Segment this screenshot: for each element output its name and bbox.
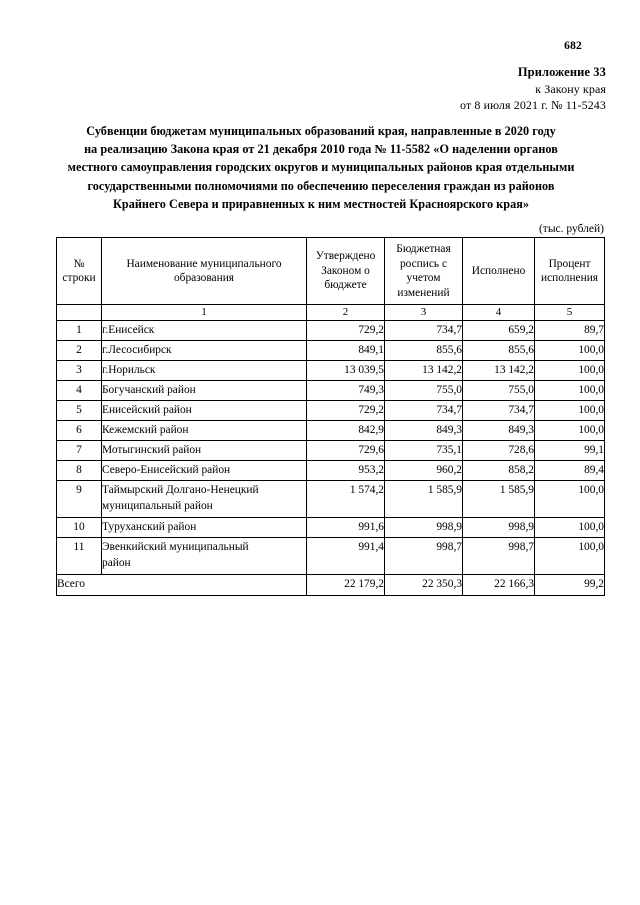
table-row — [57, 341, 605, 361]
table-row — [57, 361, 605, 381]
header-municipality-name — [102, 238, 307, 305]
column-number-4: 4 — [463, 305, 535, 321]
plan-value: 998,7 — [385, 538, 463, 575]
municipality-name: Енисейский район — [102, 401, 307, 421]
executed-value: 998,9 — [463, 518, 535, 538]
header-plan-line-4: изменений — [397, 286, 450, 299]
document-title-line-1: Субвенции бюджетам муниципальных образований края, направленные в 2020 году — [86, 124, 556, 138]
row-number: 5 — [57, 401, 102, 421]
approved-value: 13 039,5 — [307, 361, 385, 381]
plan-value: 734,7 — [385, 321, 463, 341]
total-plan-value: 22 350,3 — [385, 575, 463, 596]
column-number-0 — [57, 305, 102, 321]
document-title-line-4: государственными полномочиями по обеспечению переселения граждан из районов — [87, 178, 555, 193]
municipality-name: г.Норильск — [102, 361, 307, 381]
approved-value: 953,2 — [307, 461, 385, 481]
column-number-row — [57, 305, 605, 321]
approved-value: 849,1 — [307, 341, 385, 361]
table-row — [57, 321, 605, 341]
percent-value: 89,4 — [535, 461, 605, 481]
column-number-5: 5 — [535, 305, 605, 321]
municipality-name: Северо-Енисейский район — [102, 461, 307, 481]
table-row — [57, 538, 605, 575]
column-number-1: 1 — [102, 305, 307, 321]
header-budget-plan — [385, 238, 463, 305]
subventions-table-wrapper — [56, 237, 604, 596]
header-approved-line-1: Утверждено — [315, 250, 376, 263]
percent-value: 100,0 — [535, 401, 605, 421]
approved-value: 991,6 — [307, 518, 385, 538]
approved-value: 729,2 — [307, 321, 385, 341]
municipality-name-line-1: Эвенкийский муниципальный — [102, 541, 249, 553]
subventions-table — [56, 237, 605, 596]
executed-value: 998,7 — [463, 538, 535, 575]
executed-value: 858,2 — [463, 461, 535, 481]
header-approved-by-law — [307, 238, 385, 305]
table-row — [57, 441, 605, 461]
municipality-name: Богучанский район — [102, 381, 307, 401]
municipality-name-line-2: район — [102, 556, 131, 569]
header-municipality-name-line-2: образования — [173, 272, 235, 284]
row-number: 2 — [57, 341, 102, 361]
total-percent-value: 99,2 — [535, 575, 605, 596]
appendix-law-reference: к Закону края — [535, 82, 606, 96]
executed-value: 1 585,9 — [463, 481, 535, 518]
executed-value: 728,6 — [463, 441, 535, 461]
percent-value: 100,0 — [535, 421, 605, 441]
document-title-line-3: местного самоуправления городских округов и муниципальных районов края отдельными — [67, 160, 575, 175]
page-number: 682 — [564, 40, 582, 52]
municipality-name: г.Лесосибирск — [102, 341, 307, 361]
header-percent-line-2: исполнения — [540, 272, 599, 284]
percent-value: 100,0 — [535, 381, 605, 401]
plan-value: 13 142,2 — [385, 361, 463, 381]
row-number: 8 — [57, 461, 102, 481]
plan-value: 960,2 — [385, 461, 463, 481]
appendix-law-date: от 8 июля 2021 г. № 11-5243 — [460, 98, 606, 112]
plan-value: 1 585,9 — [385, 481, 463, 518]
row-number: 4 — [57, 381, 102, 401]
header-row-number-line-1: № — [73, 257, 85, 270]
row-number: 9 — [57, 481, 102, 518]
table-total-row — [57, 575, 605, 596]
executed-value: 855,6 — [463, 341, 535, 361]
municipality-name-line-2: муниципальный район — [102, 499, 213, 512]
units-caption: (тыс. рублей) — [538, 223, 604, 235]
table-row — [57, 481, 605, 518]
executed-value: 13 142,2 — [463, 361, 535, 381]
header-approved-line-2: Законом о — [321, 264, 370, 277]
document-title-line-5: Крайнего Севера и приравненных к ним местностей Красноярского края» — [112, 196, 530, 211]
approved-value: 1 574,2 — [307, 481, 385, 518]
percent-value: 99,1 — [535, 441, 605, 461]
row-number: 3 — [57, 361, 102, 381]
total-approved-value: 22 179,2 — [307, 575, 385, 596]
municipality-name: Мотыгинский район — [102, 441, 307, 461]
header-municipality-name-line-1: Наименование муниципального — [126, 257, 282, 270]
appendix-header — [0, 64, 606, 113]
table-header-row — [57, 238, 605, 305]
column-number-2: 2 — [307, 305, 385, 321]
plan-value: 855,6 — [385, 341, 463, 361]
row-number: 1 — [57, 321, 102, 341]
percent-value: 100,0 — [535, 361, 605, 381]
approved-value: 749,3 — [307, 381, 385, 401]
percent-value: 89,7 — [535, 321, 605, 341]
document-title-line-2: на реализацию Закона края от 21 декабря 2010 года № 11-5582 «О наделении органов — [84, 142, 558, 157]
approved-value: 991,4 — [307, 538, 385, 575]
municipality-name: Кежемский район — [102, 421, 307, 441]
header-approved-line-3: бюджете — [324, 279, 367, 292]
percent-value: 100,0 — [535, 518, 605, 538]
header-percent-line-1: Процент — [548, 257, 591, 270]
header-plan-line-1: Бюджетная — [396, 243, 451, 255]
table-row — [57, 381, 605, 401]
approved-value: 842,9 — [307, 421, 385, 441]
header-row-number-line-2: строки — [62, 272, 96, 284]
municipality-name-line-1: Таймырский Долгано-Ненецкий — [102, 484, 259, 496]
plan-value: 734,7 — [385, 401, 463, 421]
plan-value: 735,1 — [385, 441, 463, 461]
table-row — [57, 401, 605, 421]
row-number: 6 — [57, 421, 102, 441]
municipality-name — [102, 481, 307, 518]
table-body — [57, 321, 605, 596]
document-title — [38, 122, 604, 213]
plan-value: 755,0 — [385, 381, 463, 401]
appendix-title: Приложение 33 — [517, 65, 606, 79]
executed-value: 755,0 — [463, 381, 535, 401]
executed-value: 659,2 — [463, 321, 535, 341]
header-percent-executed — [535, 238, 605, 305]
approved-value: 729,2 — [307, 401, 385, 421]
executed-value: 734,7 — [463, 401, 535, 421]
header-executed: Исполнено — [463, 238, 535, 305]
approved-value: 729,6 — [307, 441, 385, 461]
total-label: Всего — [57, 575, 307, 596]
row-number: 7 — [57, 441, 102, 461]
plan-value: 998,9 — [385, 518, 463, 538]
executed-value: 849,3 — [463, 421, 535, 441]
table-row — [57, 421, 605, 441]
percent-value: 100,0 — [535, 481, 605, 518]
table-row — [57, 518, 605, 538]
header-plan-line-3: учетом — [406, 272, 441, 284]
municipality-name — [102, 538, 307, 575]
municipality-name: г.Енисейск — [102, 321, 307, 341]
column-number-3: 3 — [385, 305, 463, 321]
table-row — [57, 461, 605, 481]
total-executed-value: 22 166,3 — [463, 575, 535, 596]
percent-value: 100,0 — [535, 341, 605, 361]
row-number: 10 — [57, 518, 102, 538]
table-head — [57, 238, 605, 321]
municipality-name: Туруханский район — [102, 518, 307, 538]
header-plan-line-2: роспись с — [399, 257, 448, 270]
plan-value: 849,3 — [385, 421, 463, 441]
percent-value: 100,0 — [535, 538, 605, 575]
header-row-number — [57, 238, 102, 305]
row-number: 11 — [57, 538, 102, 575]
